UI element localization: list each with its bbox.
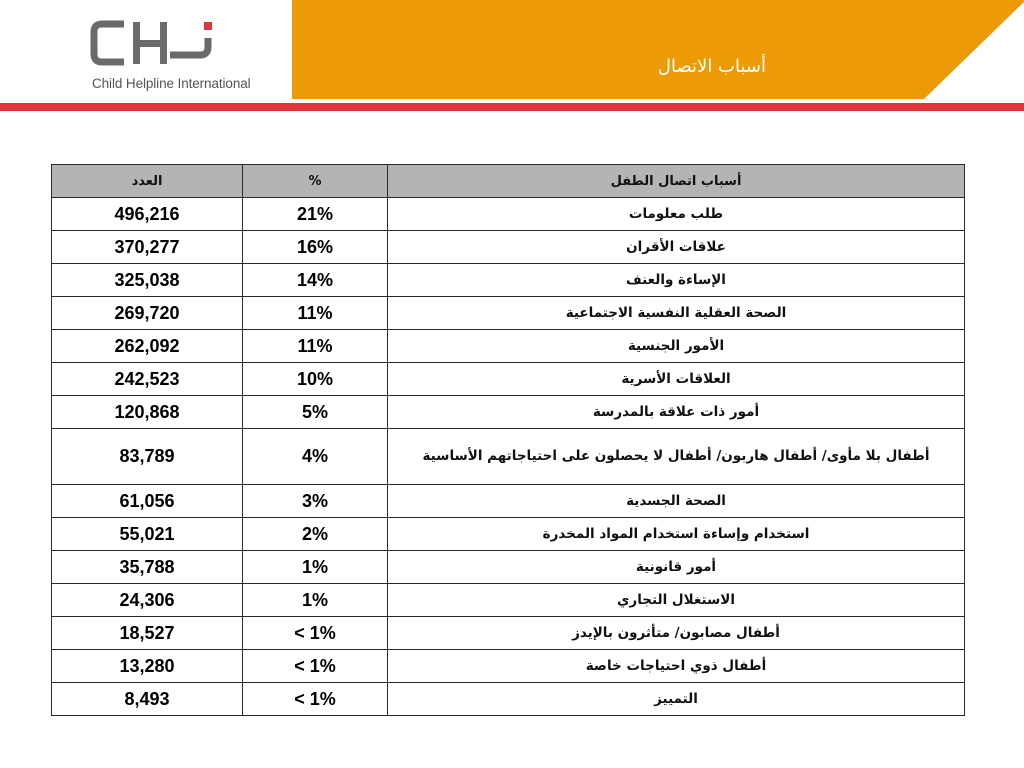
table-row [52, 485, 965, 518]
table-row [52, 429, 965, 485]
count-cell: 24,306 [52, 584, 243, 617]
count-cell: 35,788 [52, 551, 243, 584]
percent-cell: 10% [243, 363, 388, 396]
percent-cell: 11% [243, 297, 388, 330]
cause-cell: العلاقات الأسرية [388, 363, 965, 396]
table-row [52, 396, 965, 429]
header-cause: أسباب اتصال الطفل [388, 165, 965, 198]
percent-cell: 3% [243, 485, 388, 518]
count-cell: 8,493 [52, 683, 243, 716]
table-row [52, 551, 965, 584]
table-row [52, 617, 965, 650]
count-cell: 370,277 [52, 231, 243, 264]
cause-cell: علاقات الأقران [388, 231, 965, 264]
table-row [52, 231, 965, 264]
table-row [52, 363, 965, 396]
table-row [52, 683, 965, 716]
percent-cell: 4% [243, 429, 388, 485]
table-row [52, 264, 965, 297]
page-title: أسباب الاتصال [657, 56, 766, 77]
percent-cell: 14% [243, 264, 388, 297]
cause-cell: أمور قانونية [388, 551, 965, 584]
percent-cell: < 1% [243, 650, 388, 683]
chi-logo-mark [90, 18, 230, 68]
header-count: العدد [52, 165, 243, 198]
count-cell: 55,021 [52, 518, 243, 551]
header-divider [0, 103, 1024, 111]
count-cell: 262,092 [52, 330, 243, 363]
percent-cell: 16% [243, 231, 388, 264]
percent-cell: 11% [243, 330, 388, 363]
percent-cell: < 1% [243, 683, 388, 716]
cause-cell: الاستغلال التجاري [388, 584, 965, 617]
percent-cell: 1% [243, 551, 388, 584]
percent-cell: < 1% [243, 617, 388, 650]
cause-cell: استخدام وإساءة استخدام المواد المخدرة [388, 518, 965, 551]
cause-cell: التمييز [388, 683, 965, 716]
count-cell: 269,720 [52, 297, 243, 330]
cause-cell: أطفال ذوي احتياجات خاصة [388, 650, 965, 683]
cause-cell: الصحة العقلية النفسية الاجتماعية [388, 297, 965, 330]
percent-cell: 5% [243, 396, 388, 429]
cause-cell: الصحة الجسدية [388, 485, 965, 518]
header-banner [292, 0, 1024, 99]
cause-cell: الأمور الجنسية [388, 330, 965, 363]
cause-cell: أطفال مصابون/ متأثرون بالإيدز [388, 617, 965, 650]
count-cell: 242,523 [52, 363, 243, 396]
percent-cell: 2% [243, 518, 388, 551]
table-row [52, 518, 965, 551]
percent-cell: 21% [243, 198, 388, 231]
count-cell: 18,527 [52, 617, 243, 650]
banner-shape [292, 0, 1024, 99]
percent-cell: 1% [243, 584, 388, 617]
count-cell: 496,216 [52, 198, 243, 231]
call-reasons-table [51, 164, 965, 716]
cause-cell: الإساءة والعنف [388, 264, 965, 297]
table-row [52, 330, 965, 363]
count-cell: 120,868 [52, 396, 243, 429]
logo-dot [204, 22, 212, 30]
table-row [52, 198, 965, 231]
table-row [52, 297, 965, 330]
count-cell: 83,789 [52, 429, 243, 485]
count-cell: 61,056 [52, 485, 243, 518]
count-cell: 13,280 [52, 650, 243, 683]
logo-subtitle: Child Helpline International [92, 76, 251, 91]
count-cell: 325,038 [52, 264, 243, 297]
cause-cell: أطفال بلا مأوى/ أطفال هاربون/ أطفال لا يحصلون على احتياجاتهم الأساسية [388, 429, 965, 485]
table-header-row [52, 165, 965, 198]
table-row [52, 584, 965, 617]
table-row [52, 650, 965, 683]
chi-logo [90, 18, 290, 98]
cause-cell: طلب معلومات [388, 198, 965, 231]
header-percent: % [243, 165, 388, 198]
cause-cell: أمور ذات علاقة بالمدرسة [388, 396, 965, 429]
